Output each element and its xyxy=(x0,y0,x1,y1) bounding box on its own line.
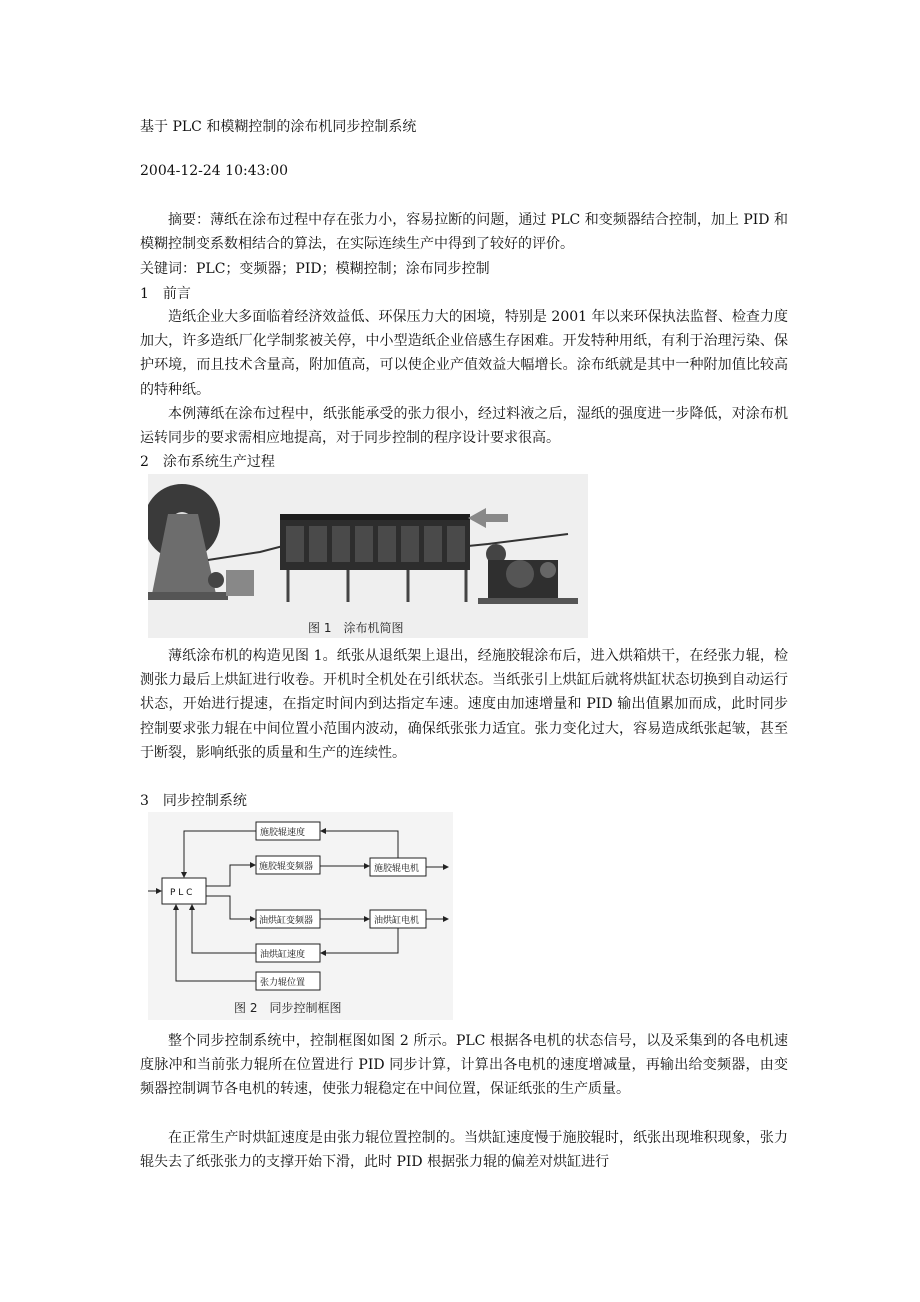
control-block-diagram xyxy=(148,812,453,1020)
coating-roll xyxy=(208,572,224,588)
figure-1-caption: 图 1 涂布机简图 xyxy=(308,621,404,635)
section-1-paragraph-2: 本例薄纸在涂布过程中，纸张能承受的张力很小，经过料液之后，湿纸的强度进一步降低，对涂布机运转同步的要求需相应地提高，对于同步控制的程序设计要求很高。 xyxy=(140,406,788,447)
plc-label: P L C xyxy=(170,888,193,898)
figure-2-caption: 图 2 同步控制框图 xyxy=(234,1001,342,1015)
coater-figure xyxy=(148,474,588,638)
publish-date: 2004-12-24 10:43:00 xyxy=(140,163,289,179)
section-1-heading: 1 前言 xyxy=(140,286,191,302)
glue-roll-motor-label: 施胶辊电机 xyxy=(374,864,420,874)
tension-roll-position-label: 张力辊位置 xyxy=(260,978,306,988)
section-2-heading: 2 涂布系统生产过程 xyxy=(140,454,275,470)
page-title: 基于 PLC 和模糊控制的涂布机同步控制系统 xyxy=(140,119,417,135)
section-3-heading: 3 同步控制系统 xyxy=(140,793,247,809)
section-1-paragraph-1: 造纸企业大多面临着经济效益低、环保压力大的困境，特别是 2001 年以来环保执法监督、检查力度加大，许多造纸厂化学制浆被关停，中小型造纸企业倍感生存困难。开发特种用纸，有利于治理污染、保护环境，而且技术含量高，附加值高，可以使企业产值效益大幅增长。涂布纸就是其中一种附加值比较高的特种纸。 xyxy=(140,309,788,398)
dryer-inverter-label: 油烘缸变频器 xyxy=(259,916,314,926)
keywords: 关键词：PLC；变频器；PID；模糊控制；涂布同步控制 xyxy=(140,261,490,277)
dryer-motor-label: 油烘缸电机 xyxy=(374,916,420,926)
abstract: 摘要：薄纸在涂布过程中存在张力小，容易拉断的问题，通过 PLC 和变频器结合控制，加上 PID 和模糊控制变系数相结合的算法，在实际连续生产中得到了较好的评价。 xyxy=(140,212,788,253)
dryer-speed-label: 油烘缸速度 xyxy=(260,950,306,960)
section-3-paragraph-2: 在正常生产时烘缸速度是由张力辊位置控制的。当烘缸速度慢于施胶辊时，纸张出现堆积现象，张力辊失去了纸张张力的支撑开始下滑，此时 PID 根据张力辊的偏差对烘缸进行 xyxy=(140,1130,788,1171)
section-2-paragraph-1: 薄纸涂布机的构造见图 1。纸张从退纸架上退出，经施胶辊涂布后，进入烘箱烘干，在经张力辊，检测张力最后上烘缸进行收卷。开机时全机处在引纸状态。当纸张引上烘缸后就将烘缸状态切换到自动运行状态，开始进行提速，在指定时间内到达指定车速。速度由加速增量和 PID 输出值累加而成，此时同步控制要求张力辊在中间位置小范围内波动，确保纸张张力适宜。张力变化过大，容易造成纸张起皱，甚至于断裂，影响纸张的质量和生产的连续性。 xyxy=(140,648,788,761)
section-3-paragraph-1: 整个同步控制系统中，控制框图如图 2 所示。PLC 根据各电机的状态信号，以及采集到的各电机速度脉冲和当前张力辊所在位置进行 PID 同步计算，计算出各电机的速度增减量，再输出给变频器，由变频器控制调节各电机的转速，使张力辊稳定在中间位置，保证纸张的生产质量。 xyxy=(140,1033,788,1098)
glue-roll-speed-label: 施胶辊速度 xyxy=(260,828,306,838)
rewind-roll xyxy=(506,560,534,588)
glue-roll-inverter-label: 施胶辊变频器 xyxy=(259,862,314,872)
